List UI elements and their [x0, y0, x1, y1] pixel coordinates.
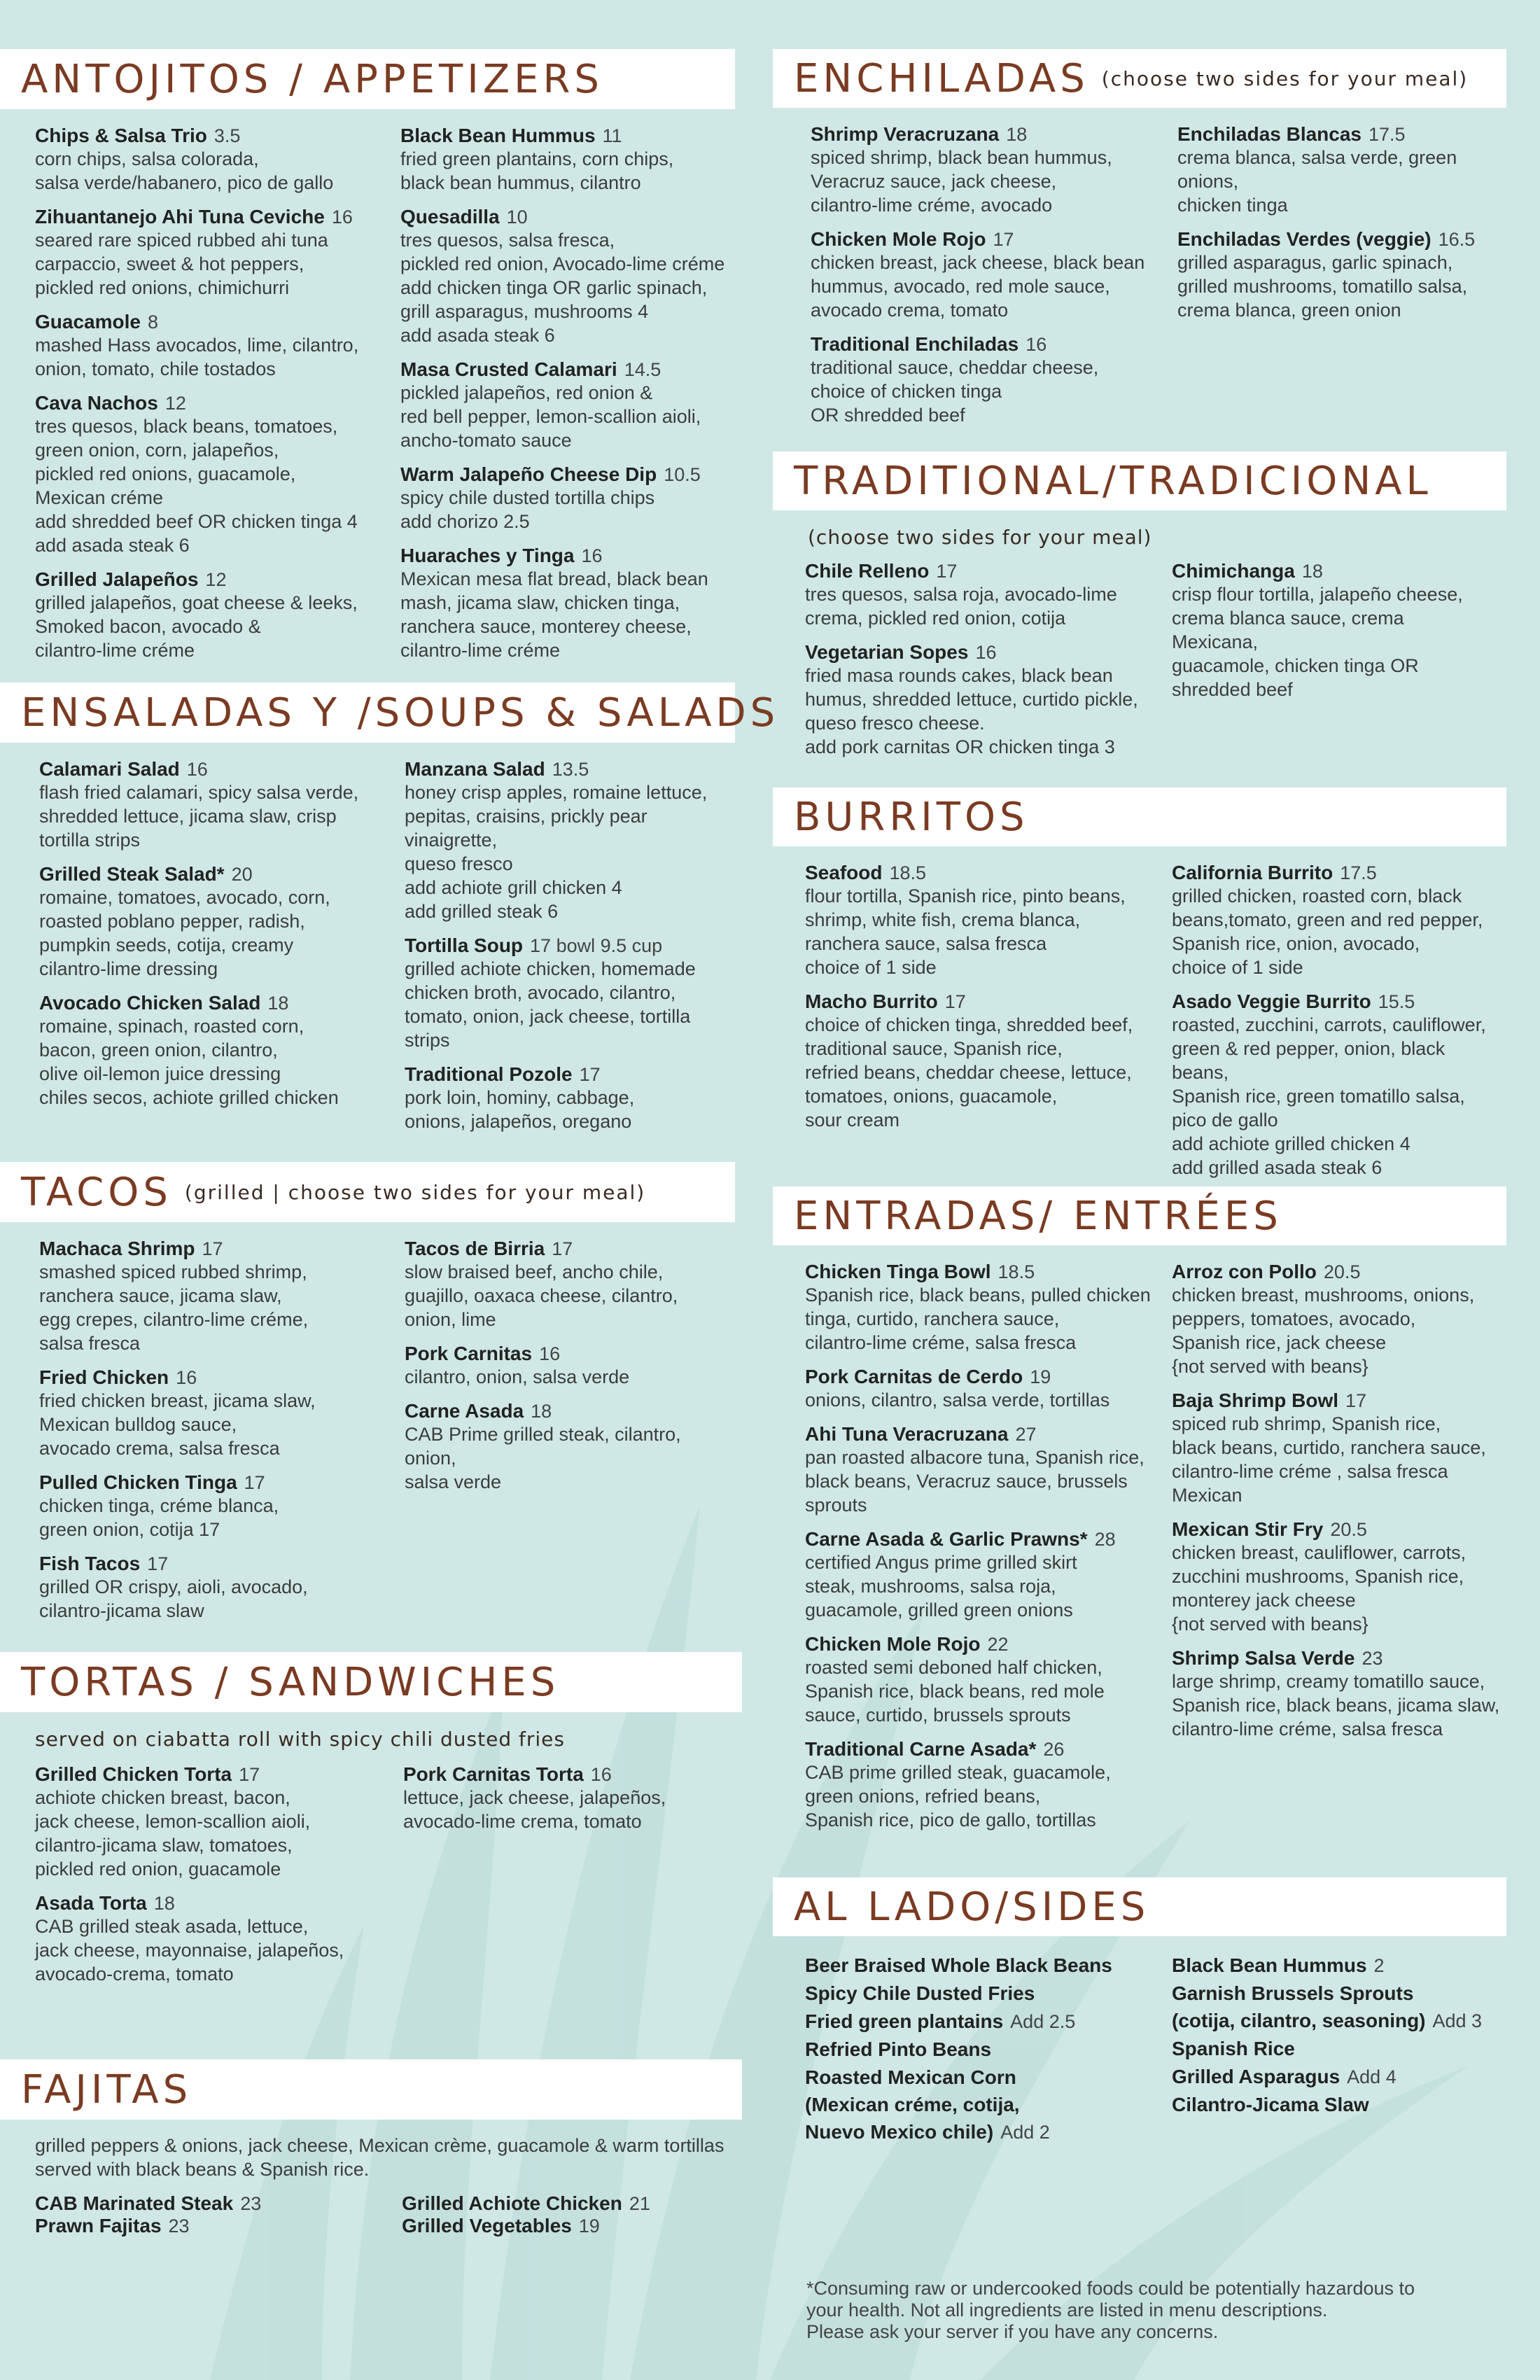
- item-name: Traditional Carne Asada*: [805, 1738, 1037, 1760]
- item-price: 17: [202, 1238, 223, 1259]
- item-name: Grilled Vegetables: [402, 2215, 572, 2236]
- section-note: (choose two sides for your meal): [808, 526, 1152, 549]
- section-antojitos: [0, 49, 735, 673]
- item-name: Asada Torta: [35, 1892, 147, 1914]
- item-description: tres quesos, salsa fresca, pickled red onion, Avocado-lime créme add chicken tinga OR garlic spinach, grill asparagus, mushrooms 4 add asada steak 6: [400, 230, 725, 346]
- item-name: Fish Tacos: [39, 1553, 141, 1574]
- item-description: achiote chicken breast, bacon, jack cheese, lemon-scallion aioli, cilantro-jicama slaw, tomatoes, pickled red onion, guacamole: [35, 1787, 311, 1879]
- menu-item: [1177, 123, 1499, 217]
- menu-item: [35, 1763, 403, 1881]
- item-price: 17: [147, 1553, 169, 1574]
- item-price: 13.5: [552, 759, 589, 780]
- item-price: 16: [539, 1343, 561, 1364]
- item-name: Fried Chicken: [39, 1366, 169, 1388]
- item-name: Spanish Rice: [1172, 2038, 1295, 2059]
- item-description: grilled jalapeños, goat cheese & leeks, Smoked bacon, avocado & cilantro-lime créme: [35, 592, 358, 661]
- item-description: flash fried calamari, spicy salsa verde, shredded lettuce, jicama slaw, crisp tortilla strips: [39, 782, 359, 850]
- side-item: [1172, 2091, 1501, 2119]
- item-name: Carne Asada: [405, 1400, 524, 1422]
- menu-item: [39, 1238, 405, 1355]
- section-sides: [773, 1877, 1506, 2146]
- menu-item: [400, 206, 764, 347]
- menu-item: [400, 125, 764, 195]
- menu-item: [35, 1892, 403, 1986]
- item-name: Machaca Shrimp: [39, 1238, 195, 1259]
- item-price: 23: [240, 2193, 262, 2214]
- section-traditional: [773, 451, 1506, 770]
- item-description: crema blanca, salsa verde, green onions, chicken tinga: [1177, 147, 1457, 216]
- item-price: 16: [186, 759, 208, 780]
- item-description: Mexican mesa flat bread, black bean mash, jicama slaw, chicken tinga, ranchera sauce, monterey cheese, cilantro-lime créme: [400, 568, 708, 661]
- menu-item: [811, 123, 1177, 217]
- item-price: 16: [1026, 334, 1047, 355]
- item-name: Pulled Chicken Tinga: [39, 1471, 237, 1493]
- item-price: 17: [993, 229, 1014, 250]
- item-description: grilled asparagus, garlic spinach, grilled mushrooms, tomatillo salsa, crema blanca, green onion: [1177, 252, 1468, 321]
- item-description: certified Angus prime grilled skirt steak, mushrooms, salsa roja, guacamole, grilled green onions: [805, 1552, 1077, 1620]
- section-title: AL LADO/SIDES: [794, 1884, 1150, 1930]
- menu-item: [1172, 862, 1501, 979]
- item-price: 26: [1043, 1739, 1065, 1760]
- item-price: 16: [590, 1764, 612, 1785]
- menu-item: [405, 758, 734, 923]
- item-name: CAB Marinated Steak: [35, 2192, 234, 2214]
- item-name: Shrimp Salsa Verde: [1172, 1647, 1355, 1669]
- menu-item: [403, 1763, 732, 1833]
- item-price: 17: [552, 1238, 573, 1259]
- item-description: lettuce, jack cheese, jalapeños, avocado-lime crema, tomato: [403, 1787, 666, 1832]
- item-name: Chips & Salsa Trio: [35, 125, 207, 146]
- item-name: Pork Carnitas: [405, 1343, 533, 1364]
- item-description: Spanish rice, black beans, pulled chicken tinga, curtido, ranchera sauce, cilantro-lime créme, salsa fresca: [805, 1284, 1151, 1353]
- menu-item: [405, 1400, 734, 1494]
- menu-column-right: [405, 758, 734, 1144]
- menu-column-left: [805, 1952, 1172, 2146]
- section-header: [773, 788, 1506, 846]
- item-description: fried chicken breast, jicama slaw, Mexican bulldog sauce, avocado crema, salsa fresca: [39, 1390, 316, 1459]
- item-description: choice of chicken tinga, shredded beef, traditional sauce, Spanish rice, refried beans, cheddar cheese, lettuce, tomatoes, onions, guacamole, sour cream: [805, 1014, 1133, 1130]
- menu-column-left: [35, 1763, 403, 1997]
- menu-item: [805, 1738, 1172, 1832]
- item-name: Roasted Mexican Corn (Mexican créme, cotija, Nuevo Mexico chile): [805, 2066, 1020, 2143]
- menu-item: [805, 1633, 1172, 1727]
- item-price: 23: [168, 2216, 190, 2236]
- section-ensaladas: [0, 682, 780, 1144]
- item-price: 16.5: [1438, 229, 1476, 250]
- section-header: [0, 1652, 742, 1712]
- item-description: roasted semi deboned half chicken, Spanish rice, black beans, red mole sauce, curtido, brussels sprouts: [805, 1657, 1105, 1726]
- section-header: [773, 1877, 1506, 1936]
- item-name: Grilled Achiote Chicken: [402, 2192, 622, 2214]
- item-name: Huaraches y Tinga: [400, 545, 575, 566]
- item-price: 17.5: [1340, 862, 1377, 883]
- item-name: Spicy Chile Dusted Fries: [805, 1982, 1035, 2004]
- item-name: Prawn Fajitas: [35, 2215, 162, 2236]
- item-price: 15.5: [1378, 991, 1415, 1012]
- menu-item: [405, 1238, 734, 1331]
- item-price: 18: [1301, 561, 1323, 582]
- item-name: Arroz con Pollo: [1172, 1261, 1317, 1282]
- item-description: honey crisp apples, romaine lettuce, pepitas, craisins, prickly pear vinaigrette, queso fresco add achiote grill chicken 4 add grilled steak 6: [405, 782, 708, 922]
- item-name: Warm Jalapeño Cheese Dip: [400, 463, 657, 485]
- section-header: [0, 2059, 742, 2120]
- menu-column-left: [35, 2192, 402, 2237]
- menu-item: [805, 1366, 1172, 1412]
- disclaimer: *Consuming raw or undercooked foods could be potentially hazardous to your health. Not all ingredients are listed in menu descriptions. Please ask your server if you have any concerns.: [806, 2278, 1415, 2342]
- item-name: Pork Carnitas de Cerdo: [805, 1366, 1023, 1387]
- item-name: Cava Nachos: [35, 392, 158, 414]
- menu-item: [805, 560, 1172, 630]
- item-name: Beer Braised Whole Black Beans: [805, 1954, 1112, 1976]
- item-price: 12: [205, 569, 227, 590]
- menu-item: [35, 392, 400, 557]
- section-burritos: [773, 788, 1506, 1191]
- menu-item: [1172, 1518, 1501, 1636]
- item-price: Add 2: [1000, 2122, 1050, 2143]
- side-item: [805, 2008, 1172, 2036]
- item-name: Masa Crusted Calamari: [400, 358, 617, 380]
- item-name: Zihuantanejo Ahi Tuna Ceviche: [35, 206, 325, 227]
- item-name: Garnish Brussels Sprouts (cotija, cilantro, seasoning): [1172, 1982, 1426, 2031]
- item-name: Grilled Jalapeños: [35, 568, 199, 590]
- item-price: 17: [244, 1472, 265, 1493]
- item-name: Shrimp Veracruzana: [811, 123, 1000, 145]
- item-price: Add 2.5: [1010, 2011, 1076, 2032]
- section-title: TACOS: [21, 1169, 172, 1215]
- item-description: spiced shrimp, black bean hummus, Veracruz sauce, jack cheese, cilantro-lime créme, avocado: [811, 147, 1112, 216]
- item-price: 17: [936, 561, 958, 582]
- item-name: Enchiladas Verdes (veggie): [1177, 228, 1432, 250]
- item-description: onions, cilantro, salsa verde, tortillas: [805, 1390, 1110, 1410]
- item-price: 20: [231, 864, 253, 885]
- item-name: Enchiladas Blancas: [1177, 123, 1362, 145]
- item-price: 18: [531, 1401, 552, 1422]
- item-description: large shrimp, creamy tomatillo sauce, Spanish rice, black beans, jicama slaw, cilantro-lime créme, salsa fresca: [1172, 1671, 1500, 1740]
- item-price: Add 4: [1347, 2066, 1396, 2087]
- item-description: crisp flour tortilla, jalapeño cheese, crema blanca sauce, crema Mexicana, guacamole, chicken tinga OR shredded beef: [1172, 584, 1463, 700]
- item-name: Chicken Tinga Bowl: [805, 1261, 991, 1282]
- item-price: 14.5: [624, 359, 662, 380]
- item-name: Chile Relleno: [805, 560, 930, 582]
- item-price: 10: [506, 206, 528, 227]
- item-description: romaine, spinach, roasted corn, bacon, green onion, cilantro, olive oil-lemon juice dressing chiles secos, achiote grilled chicken: [39, 1016, 339, 1108]
- item-price: 16: [176, 1367, 197, 1388]
- item-description: fried green plantains, corn chips, black bean hummus, cilantro: [400, 148, 674, 193]
- item-name: Quesadilla: [400, 206, 500, 227]
- item-name: Calamari Salad: [39, 758, 180, 780]
- item-description: spiced rub shrimp, Spanish rice, black beans, curtido, ranchera sauce, cilantro-lime créme , salsa fresca Mexican: [1172, 1413, 1486, 1506]
- item-name: Seafood: [805, 862, 883, 883]
- item-description: CAB Prime grilled steak, cilantro, onion, salsa verde: [405, 1424, 681, 1492]
- side-item: [805, 1952, 1172, 1980]
- menu-column-left: [39, 1238, 405, 1634]
- menu-item: [1172, 1647, 1501, 1741]
- menu-item: [39, 863, 405, 981]
- item-description: CAB prime grilled steak, guacamole, green onions, refried beans, Spanish rice, pico de gallo, tortillas: [805, 1762, 1111, 1830]
- item-name: Chimichanga: [1172, 560, 1295, 582]
- menu-column-left: [805, 1261, 1172, 1843]
- item-price: 12: [164, 393, 186, 414]
- item-description: chicken breast, jack cheese, black bean hummus, avocado, red mole sauce, avocado crema, tomato: [811, 252, 1145, 321]
- menu-item: [35, 125, 400, 195]
- section-header: [0, 1162, 735, 1222]
- item-name: Black Bean Hummus: [1172, 1954, 1367, 1976]
- item-description: tres quesos, black beans, tomatoes, green onion, corn, jalapeños, pickled red onions, guacamole, Mexican créme add shredded beef OR chicken tinga 4 add asada steak 6: [35, 416, 358, 556]
- item-price: Add 3: [1432, 2010, 1483, 2031]
- item-price: 17 bowl 9.5 cup: [530, 935, 663, 956]
- item-description: tres quesos, salsa roja, avocado-lime crema, pickled red onion, cotija: [805, 584, 1117, 629]
- item-price: 18: [267, 993, 289, 1014]
- item-name: Baja Shrimp Bowl: [1172, 1390, 1339, 1411]
- section-title: ENSALADAS Y /SOUPS & SALADS: [21, 690, 780, 736]
- item-price: 18.5: [889, 862, 927, 883]
- item-name: Grilled Steak Salad*: [39, 863, 225, 885]
- item-name: Fried green plantains: [805, 2010, 1004, 2032]
- section-title: ANTOJITOS / APPETIZERS: [21, 56, 603, 102]
- menu-item: [805, 641, 1172, 759]
- item-price: 20.5: [1330, 1519, 1367, 1540]
- item-name: California Burrito: [1172, 862, 1334, 883]
- section-header: [0, 682, 780, 743]
- item-name: Manzana Salad: [405, 758, 545, 780]
- item-description: grilled achiote chicken, homemade chicken broth, avocado, cilantro, tomato, onion, jack cheese, tortilla strips: [405, 958, 696, 1051]
- item-description: corn chips, salsa colorada, salsa verde/habanero, pico de gallo: [35, 148, 334, 193]
- item-price: 11: [602, 125, 622, 146]
- item-price: 17: [944, 991, 966, 1012]
- item-description: chicken tinga, créme blanca, green onion, cotija 17: [39, 1495, 279, 1540]
- item-price: 10.5: [664, 464, 701, 485]
- item-name: Carne Asada & Garlic Prawns*: [805, 1528, 1088, 1550]
- menu-item: [35, 2215, 402, 2237]
- menu-item: [811, 333, 1177, 427]
- item-description: traditional sauce, cheddar cheese, choice of chicken tinga OR shredded beef: [811, 357, 1099, 426]
- section-title: ENCHILADAS: [794, 55, 1089, 102]
- side-item: [1172, 2035, 1501, 2063]
- menu-item: [35, 311, 400, 381]
- item-description: pork loin, hominy, cabbage, onions, jalapeños, oregano: [405, 1087, 635, 1132]
- menu-item: [405, 934, 734, 1052]
- menu-item: [1172, 990, 1501, 1180]
- menu-item: [39, 1471, 405, 1541]
- menu-item: [35, 206, 400, 300]
- section-entradas: [773, 1186, 1506, 1843]
- menu-item: [39, 1366, 405, 1460]
- section-title: TRADITIONAL/TRADICIONAL: [794, 458, 1432, 504]
- section-title: ENTRADAS/ ENTRÉES: [794, 1193, 1282, 1239]
- item-price: 19: [578, 2216, 600, 2236]
- section-enchiladas: [773, 49, 1506, 438]
- menu-item: [405, 1063, 734, 1133]
- menu-item: [1177, 228, 1499, 322]
- item-description: pickled jalapeños, red onion & red bell pepper, lemon-scallion aioli, ancho-tomato sauce: [400, 382, 701, 451]
- menu-column-right: [1177, 123, 1499, 438]
- side-item: [1172, 1952, 1501, 1980]
- item-price: 17.5: [1368, 124, 1406, 145]
- item-price: 27: [1015, 1424, 1037, 1445]
- item-name: Chicken Mole Rojo: [811, 228, 986, 250]
- section-header: [773, 1186, 1506, 1245]
- item-price: 2: [1373, 1955, 1385, 1976]
- item-description: slow braised beef, ancho chile, guajillo, oaxaca cheese, cilantro, onion, lime: [405, 1261, 678, 1330]
- item-description: chicken breast, cauliflower, carrots, zucchini mushrooms, Spanish rice, monterey jack cheese {not served with beans}: [1172, 1542, 1466, 1634]
- item-name: Vegetarian Sopes: [805, 641, 969, 663]
- item-name: Tortilla Soup: [405, 934, 524, 956]
- side-item: [805, 1980, 1172, 2008]
- section-fajitas: [0, 2059, 742, 2237]
- item-name: Asado Veggie Burrito: [1172, 990, 1371, 1012]
- item-price: 18.5: [997, 1261, 1035, 1282]
- menu-column-right: [400, 125, 764, 673]
- menu-column-right: [402, 2192, 731, 2237]
- menu-column-left: [811, 123, 1177, 438]
- menu-item: [402, 2215, 731, 2237]
- menu-item: [402, 2192, 731, 2215]
- menu-item: [400, 358, 764, 452]
- item-name: Traditional Pozole: [405, 1063, 573, 1085]
- item-description: cilantro, onion, salsa verde: [405, 1366, 630, 1387]
- item-description: grilled chicken, roasted corn, black beans,tomato, green and red pepper, Spanish rice, onion, avocado, choice of 1 side: [1172, 886, 1483, 978]
- item-name: Guacamole: [35, 311, 141, 332]
- section-title: TORTAS / SANDWICHES: [21, 1659, 560, 1705]
- item-name: Black Bean Hummus: [400, 125, 596, 146]
- menu-item: [805, 862, 1172, 979]
- item-price: 3.5: [214, 125, 241, 146]
- item-price: 16: [331, 206, 353, 227]
- item-price: 16: [975, 642, 997, 663]
- item-price: 23: [1362, 1648, 1383, 1669]
- section-subtitle: (grilled | choose two sides for your meal): [184, 1180, 646, 1204]
- menu-item: [1172, 1390, 1501, 1507]
- item-price: 19: [1030, 1366, 1051, 1387]
- menu-item: [400, 545, 764, 662]
- menu-column-left: [39, 758, 405, 1144]
- item-description: seared rare spiced rubbed ahi tuna carpaccio, sweet & hot peppers, pickled red onions, chimichurri: [35, 230, 328, 298]
- item-price: 21: [629, 2193, 650, 2214]
- item-name: Cilantro-Jicama Slaw: [1172, 2094, 1369, 2115]
- item-name: Grilled Asparagus: [1172, 2066, 1340, 2087]
- side-item: [805, 2064, 1172, 2146]
- menu-column-right: [403, 1763, 732, 1997]
- item-description: CAB grilled steak asada, lettuce, jack cheese, mayonnaise, jalapeños, avocado-crema, tomato: [35, 1916, 344, 1984]
- item-description: fried masa rounds cakes, black bean humus, shredded lettuce, curtido pickle, queso fresco cheese. add pork carnitas OR chicken tinga 3: [805, 665, 1138, 757]
- menu-column-right: [1172, 560, 1494, 770]
- item-price: 16: [581, 545, 603, 566]
- menu-column-left: [805, 560, 1172, 770]
- menu-item: [811, 228, 1177, 322]
- menu-item: [805, 1528, 1172, 1622]
- menu-item: [39, 1553, 405, 1623]
- menu-column-left: [35, 125, 400, 673]
- item-name: Traditional Enchiladas: [811, 333, 1019, 355]
- section-header: [773, 451, 1506, 510]
- menu-item: [400, 463, 764, 533]
- section-header: [773, 49, 1506, 108]
- item-name: Ahi Tuna Veracruzana: [805, 1423, 1009, 1445]
- menu-column-right: [1172, 862, 1501, 1191]
- section-tortas: [0, 1652, 742, 1997]
- item-name: Avocado Chicken Salad: [39, 992, 261, 1014]
- menu-item: [39, 992, 405, 1110]
- menu-item: [35, 2192, 402, 2215]
- item-description: grilled OR crispy, aioli, avocado, cilantro-jicama slaw: [39, 1576, 308, 1621]
- item-description: chicken breast, mushrooms, onions, peppers, tomatoes, avocado, Spanish rice, jack cheese {not served with beans}: [1172, 1284, 1475, 1377]
- menu-column-right: [1172, 1952, 1501, 2146]
- menu-item: [35, 568, 400, 662]
- menu-item: [805, 1261, 1172, 1354]
- item-description: pan roasted albacore tuna, Spanish rice, black beans, Veracruz sauce, brussels sprouts: [805, 1447, 1144, 1516]
- item-description: flour tortilla, Spanish rice, pinto beans, shrimp, white fish, crema blanca, ranchera sauce, salsa fresca choice of 1 side: [805, 886, 1126, 978]
- item-description: smashed spiced rubbed shrimp, ranchera sauce, jicama slaw, egg crepes, cilantro-lime créme, salsa fresca: [39, 1261, 309, 1354]
- section-note: served on ciabatta roll with spicy chili dusted fries: [35, 1728, 565, 1751]
- item-name: Macho Burrito: [805, 990, 938, 1012]
- item-name: Mexican Stir Fry: [1172, 1518, 1324, 1540]
- item-price: 17: [1345, 1390, 1367, 1411]
- menu-item: [405, 1343, 734, 1389]
- section-tacos: [0, 1162, 735, 1634]
- item-price: 28: [1094, 1529, 1116, 1550]
- menu-item: [1172, 560, 1494, 701]
- section-title: FAJITAS: [21, 2066, 192, 2113]
- side-item: [1172, 2063, 1501, 2091]
- menu-column-right: [405, 1238, 734, 1634]
- section-subtitle: (choose two sides for your meal): [1101, 66, 1469, 90]
- side-item: [805, 2036, 1172, 2064]
- item-name: Grilled Chicken Torta: [35, 1763, 232, 1785]
- item-name: Pork Carnitas Torta: [403, 1763, 584, 1785]
- section-title: BURRITOS: [794, 794, 1029, 840]
- item-price: 17: [239, 1764, 260, 1785]
- item-name: Chicken Mole Rojo: [805, 1633, 981, 1655]
- section-description: grilled peppers & onions, jack cheese, Mexican crème, guacamole & warm tortillas served with black beans & Spanish rice.: [35, 2135, 724, 2180]
- item-description: spicy chile dusted tortilla chips add chorizo 2.5: [400, 487, 655, 532]
- item-description: romaine, tomatoes, avocado, corn, roasted poblano pepper, radish, pumpkin seeds, cotija, creamy cilantro-lime dressing: [39, 887, 330, 979]
- menu-column-left: [805, 862, 1172, 1191]
- item-description: mashed Hass avocados, lime, cilantro, onion, tomato, chile tostados: [35, 335, 359, 379]
- menu-item: [1172, 1261, 1501, 1378]
- item-name: Tacos de Birria: [405, 1238, 545, 1259]
- item-description: roasted, zucchini, carrots, cauliflower, green & red pepper, onion, black beans, Spanish rice, green tomatillo salsa, pico de gallo add achiote grilled chicken 4 add grilled asada steak 6: [1172, 1014, 1486, 1178]
- item-price: 22: [987, 1634, 1009, 1655]
- menu-item: [805, 990, 1172, 1132]
- menu-item: [39, 758, 405, 852]
- item-price: 17: [579, 1064, 601, 1085]
- item-price: 20.5: [1323, 1261, 1361, 1282]
- item-price: 8: [147, 312, 158, 332]
- menu-column-right: [1172, 1261, 1501, 1843]
- item-price: 18: [1006, 124, 1028, 145]
- item-price: 18: [153, 1893, 175, 1914]
- item-name: Refried Pinto Beans: [805, 2038, 992, 2060]
- side-item: [1172, 1980, 1501, 2035]
- section-header: [0, 49, 735, 109]
- menu-item: [805, 1423, 1172, 1517]
